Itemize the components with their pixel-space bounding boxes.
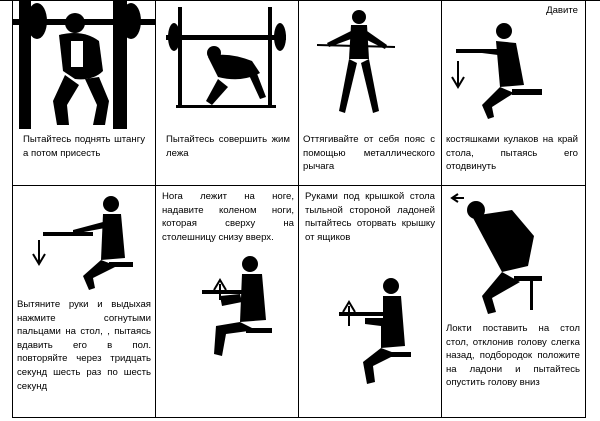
- lid-illustration: [299, 256, 441, 396]
- caption-knuckles-bottom: костяшками кулаков на край стола, пытаясь его отодвинуть: [446, 134, 578, 173]
- cell-neck: [441, 185, 586, 418]
- knee-lift-illustration: [156, 250, 298, 370]
- bench-press-illustration: [156, 1, 298, 123]
- caption-squat: Пытайтесь поднять штангу а потом присесть: [23, 134, 145, 159]
- caption-knuckles-top: Давите: [546, 5, 578, 16]
- cell-knuckles: [441, 0, 586, 186]
- cell-bench: [155, 0, 299, 186]
- caption-knee-lift: Нога лежит на ноге, надавите коленом ноги, которая сверху на столешницу снизу вверх.: [162, 191, 294, 243]
- caption-bench: Пытайтесь совершить жим лежа: [166, 134, 290, 159]
- caption-belt: Оттягивайте от себя пояс с помощью металлического рычага: [303, 134, 435, 173]
- cell-knee-lift: [155, 185, 299, 418]
- squat-illustration: [13, 1, 155, 129]
- knuckles-illustration: [442, 15, 584, 125]
- press-down-illustration: [13, 186, 155, 296]
- caption-lid: Руками под крышкой стола тыльной стороной ладоней пытайтесь оторвать крышку от ящиков: [305, 191, 435, 243]
- cell-squat: [12, 0, 156, 186]
- caption-press-down: Вытяните руки и выдыхая нажмите согнутыми пальцами на стол, , пытаясь вдавить его в пол. повторяйте через тридцать секунд шесть раз по шесть секунд: [17, 299, 151, 392]
- cell-lid: [298, 185, 442, 418]
- caption-neck: Локти поставить на стол стол, отклонив голову слегка назад, подбородок положите на ладони и пытайтесь опустить голову вниз: [446, 323, 580, 389]
- cell-press-down: [12, 185, 156, 418]
- neck-illustration: [442, 186, 584, 322]
- cell-belt: [298, 0, 442, 186]
- belt-lever-illustration: [299, 1, 441, 131]
- exercise-table: [12, 0, 586, 418]
